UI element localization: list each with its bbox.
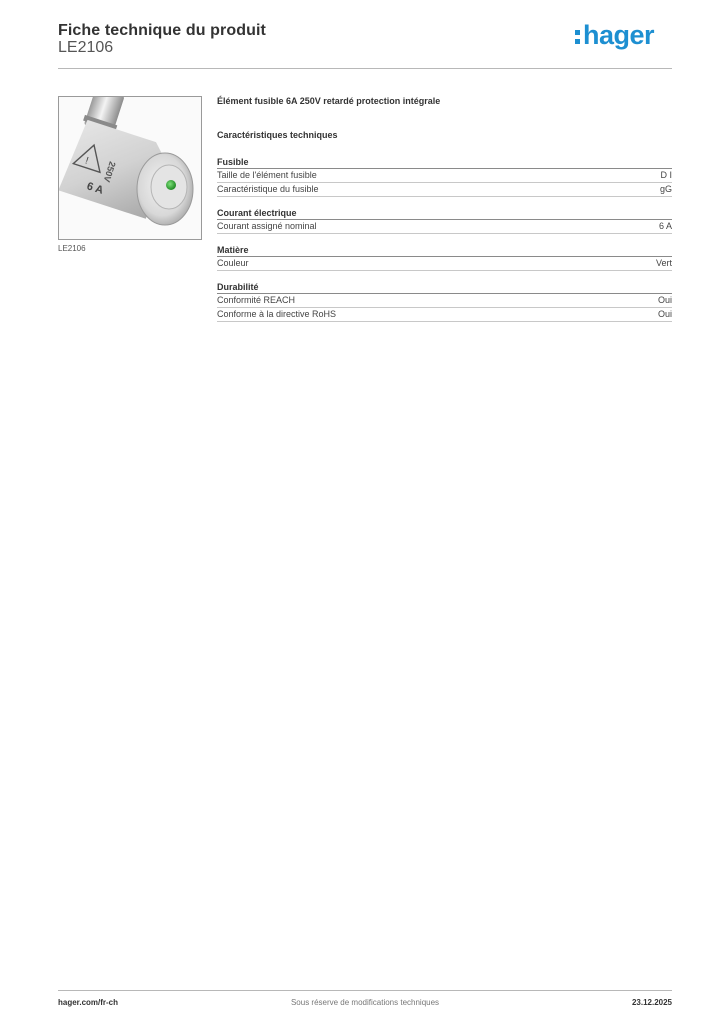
spec-row <box>217 169 672 183</box>
group-title-courant: Courant électrique <box>217 208 672 220</box>
spec-label: Courant assigné nominal <box>217 221 317 231</box>
footer-website-link[interactable]: hager.com/fr-ch <box>58 998 119 1007</box>
spec-label: Couleur <box>217 258 249 268</box>
spec-value: D I <box>660 170 672 180</box>
spec-label: Conformité REACH <box>217 295 296 305</box>
product-reference: LE2106 <box>58 39 114 56</box>
logo-dots-icon <box>575 30 580 44</box>
svg-text:!: ! <box>83 155 90 167</box>
spec-label: Caractéristique du fusible <box>217 184 319 194</box>
spec-value: Vert <box>655 258 672 268</box>
svg-text:250V: 250V <box>101 160 118 184</box>
group-title-fusible: Fusible <box>217 157 672 169</box>
spec-row <box>217 308 672 322</box>
svg-text:6 A: 6 A <box>85 180 105 197</box>
spec-label: Conforme à la directive RoHS <box>217 309 337 319</box>
spec-value: Oui <box>657 295 672 305</box>
footer-divider <box>58 990 672 991</box>
footer-disclaimer: Sous réserve de modifications techniques <box>290 998 440 1007</box>
logo-text: hager <box>582 20 654 50</box>
footer-date: 23.12.2025 <box>631 998 672 1007</box>
header-divider <box>58 68 672 69</box>
spec-content <box>217 96 672 322</box>
spec-row <box>217 294 672 308</box>
group-title-matiere: Matière <box>217 245 672 257</box>
spec-value: gG <box>659 184 672 194</box>
document-title: Fiche technique du produit <box>58 22 266 39</box>
specs-heading: Caractéristiques techniques <box>217 130 338 140</box>
product-image <box>58 96 202 240</box>
hager-logo <box>575 20 654 51</box>
spec-row <box>217 220 672 234</box>
spec-row <box>217 183 672 197</box>
spec-value: Oui <box>657 309 672 319</box>
fuse-illustration-icon <box>59 97 201 239</box>
spec-label: Taille de l'élément fusible <box>217 170 317 180</box>
page-footer <box>58 998 672 1012</box>
product-description: Élément fusible 6A 250V retardé protection intégrale <box>217 96 441 106</box>
spec-row <box>217 257 672 271</box>
group-title-durabilite: Durabilité <box>217 282 672 294</box>
spec-value: 6 A <box>658 221 672 231</box>
image-caption: LE2106 <box>58 244 86 253</box>
page-header <box>58 20 672 68</box>
